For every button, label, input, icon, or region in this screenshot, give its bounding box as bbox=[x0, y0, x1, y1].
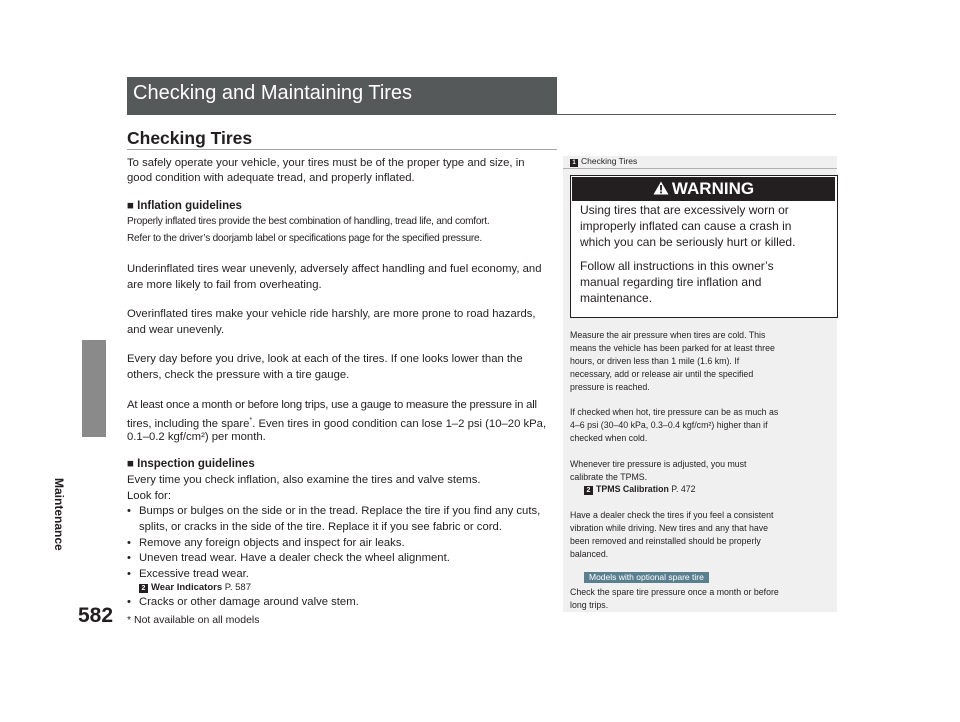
warning-label bbox=[572, 179, 835, 199]
monthly-check-line: At least once a month or before long trips, use a gauge to measure the pressure in all bbox=[127, 399, 537, 411]
side-note-line: vibration while driving. New tires and any that have bbox=[570, 523, 769, 533]
overinflated-line: Overinflated tires make your vehicle ride harshly, are more prone to road hazards, bbox=[127, 308, 536, 320]
cross-reference-icon: 2 bbox=[584, 486, 593, 495]
list-item-text: Cracks or other damage around valve stem. bbox=[139, 596, 359, 608]
monthly-check-line: 0.1–0.2 kgf/cm²) per month. bbox=[127, 431, 266, 443]
warning-line: Using tires that are excessively worn or bbox=[580, 203, 789, 217]
warning-line: improperly inflated can cause a crash in bbox=[580, 219, 792, 233]
wear-indicators-link[interactable] bbox=[139, 582, 251, 593]
cross-reference-icon: 2 bbox=[139, 584, 148, 593]
side-note-line: 4–6 psi (30–40 kPa, 0.3–0.4 kgf/cm²) higher than if bbox=[570, 420, 768, 430]
side-note-line: Whenever tire pressure is adjusted, you must bbox=[570, 459, 747, 469]
side-note-line: calibrate the TPMS. bbox=[570, 472, 648, 482]
warning-line: manual regarding tire inflation and bbox=[580, 275, 762, 289]
xref-page: P. 472 bbox=[671, 484, 696, 494]
side-note-line: Measure the air pressure when tires are cold. This bbox=[570, 330, 766, 340]
underinflated-line: Underinflated tires wear unevenly, adversely affect handling and fuel economy, and bbox=[127, 263, 542, 275]
list-item-text: Bumps or bulges on the side or in the tread. Replace the tire if you find any cuts, bbox=[139, 505, 541, 517]
side-note-line: If checked when hot, tire pressure can be as much as bbox=[570, 407, 779, 417]
inspection-line: Every time you check inflation, also examine the tires and valve stems. bbox=[127, 474, 481, 486]
note-marker-icon: 1 bbox=[570, 159, 578, 167]
list-item bbox=[127, 566, 249, 583]
xref-label: TPMS Calibration bbox=[596, 484, 669, 494]
side-note-line: Have a dealer check the tires if you feel a consistent bbox=[570, 510, 774, 520]
side-note-title-text: Checking Tires bbox=[581, 156, 638, 166]
page-number: 582 bbox=[78, 604, 114, 627]
section-square-icon: ■ bbox=[127, 458, 134, 470]
list-item-text: Excessive tread wear. bbox=[139, 568, 249, 580]
side-note-line: checked when cold. bbox=[570, 433, 648, 443]
list-item-continuation: splits, or cracks in the side of the tire. Replace it if you see fabric or cord. bbox=[139, 521, 502, 533]
monthly-text: tires, including the spare bbox=[127, 417, 250, 430]
overinflated-line: and wear unevenly. bbox=[127, 324, 225, 336]
underinflated-line: are more likely to fail from overheating. bbox=[127, 279, 322, 291]
banner-rule bbox=[127, 114, 836, 115]
side-note-line: Check the spare tire pressure once a month or before bbox=[570, 587, 779, 597]
intro-line: To safely operate your vehicle, your tires must be of the proper type and size, in bbox=[127, 157, 525, 169]
list-item bbox=[127, 550, 450, 567]
inflation-line: Properly inflated tires provide the best combination of handling, tread life, and comfort. bbox=[127, 216, 490, 227]
list-item-text: Uneven tread wear. Have a dealer check the wheel alignment. bbox=[139, 552, 450, 564]
tpms-calibration-link[interactable] bbox=[584, 484, 696, 495]
monthly-text: . Even tires in good condition can lose 1–2 psi (10–20 kPa, bbox=[252, 417, 547, 430]
heading-rule bbox=[127, 149, 557, 150]
inflation-line: Refer to the driver’s doorjamb label or specifications page for the specified pressure. bbox=[127, 233, 482, 244]
list-item-text: Remove any foreign objects and inspect for air leaks. bbox=[139, 537, 405, 549]
side-note-line: necessary, add or release air until the specified bbox=[570, 369, 754, 379]
page-title: Checking Tires bbox=[127, 128, 253, 148]
section-square-icon: ■ bbox=[127, 200, 134, 212]
model-tag: Models with optional spare tire bbox=[584, 572, 709, 583]
side-note-rule bbox=[563, 168, 837, 169]
warning-line: maintenance. bbox=[580, 291, 653, 305]
inflation-heading-text: Inflation guidelines bbox=[137, 200, 242, 212]
side-note-line: hours, or driven less than 1 mile (1.6 km). If bbox=[570, 356, 740, 366]
bullet-icon: • bbox=[127, 552, 131, 564]
warning-line: Follow all instructions in this owner’s bbox=[580, 259, 774, 273]
inspection-heading-text: Inspection guidelines bbox=[137, 458, 255, 470]
warning-label-text: WARNING bbox=[671, 179, 755, 198]
xref-page: P. 587 bbox=[224, 582, 251, 593]
bullet-icon: • bbox=[127, 537, 131, 549]
bullet-icon: • bbox=[127, 568, 131, 580]
side-note-line: pressure is reached. bbox=[570, 382, 650, 392]
side-note-line: been removed and reinstalled should be properly bbox=[570, 536, 761, 546]
warning-triangle-icon bbox=[653, 181, 669, 195]
warning-line: which you can be seriously hurt or killed. bbox=[580, 235, 796, 249]
side-note-line: long trips. bbox=[570, 600, 609, 610]
intro-line: good condition with adequate tread, and properly inflated. bbox=[127, 172, 415, 184]
xref-label: Wear Indicators bbox=[151, 582, 223, 593]
chapter-title: Checking and Maintaining Tires bbox=[133, 82, 413, 104]
side-note-line: balanced. bbox=[570, 549, 609, 559]
inspection-line: Look for: bbox=[127, 490, 171, 502]
footnote-mark: * bbox=[249, 417, 253, 424]
list-item bbox=[127, 594, 359, 611]
side-note-title bbox=[570, 156, 637, 167]
inspection-heading bbox=[127, 458, 255, 470]
inflation-heading bbox=[127, 200, 242, 212]
bullet-icon: • bbox=[127, 505, 131, 517]
side-note-line: means the vehicle has been parked for at least three bbox=[570, 343, 775, 353]
bullet-icon: • bbox=[127, 596, 131, 608]
section-marker-bar bbox=[82, 340, 106, 437]
daily-check-line: others, check the pressure with a tire gauge. bbox=[127, 369, 350, 381]
list-item bbox=[127, 503, 540, 520]
daily-check-line: Every day before you drive, look at each of the tires. If one looks lower than the bbox=[127, 353, 523, 365]
section-label: Maintenance bbox=[52, 478, 66, 551]
footnote: * Not available on all models bbox=[127, 614, 260, 626]
